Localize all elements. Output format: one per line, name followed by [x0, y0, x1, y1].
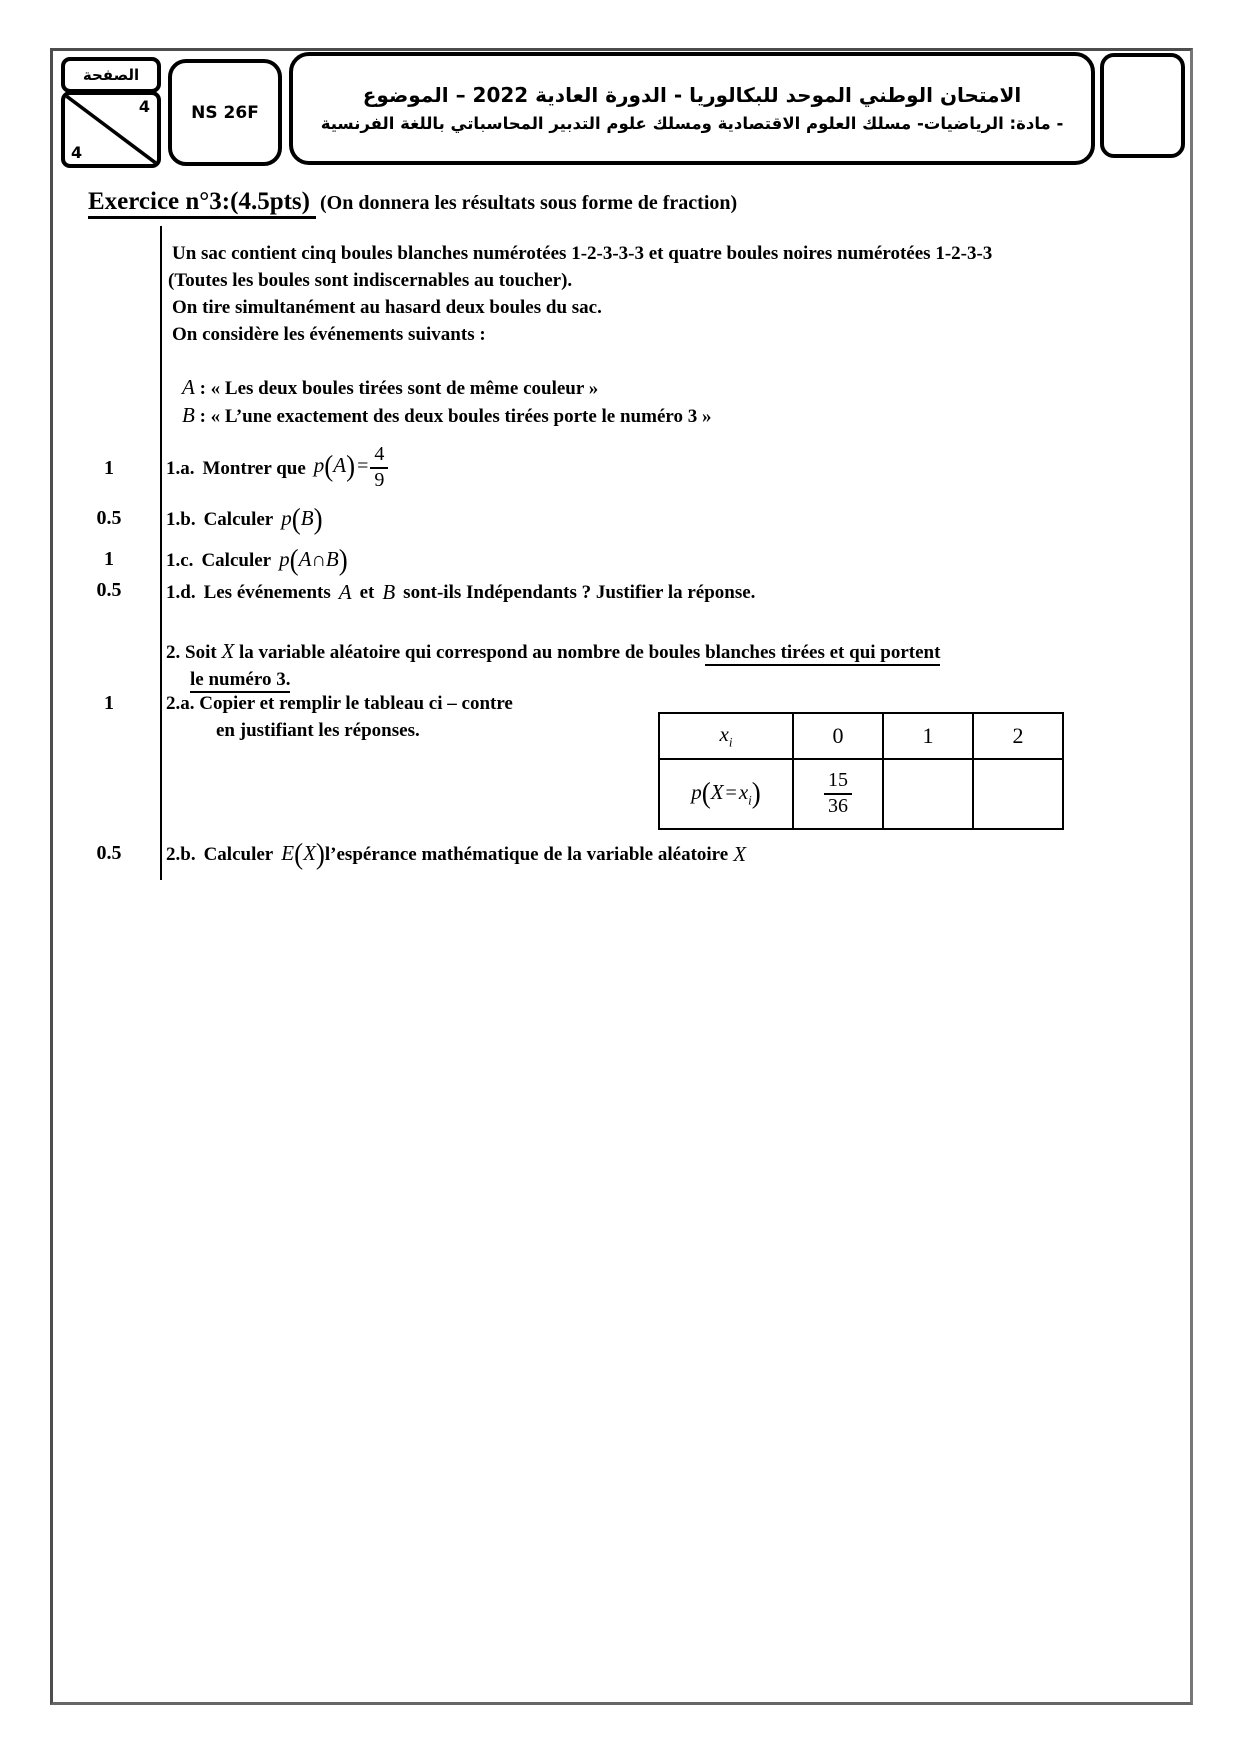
math-equals: = [725, 782, 737, 805]
mark-q1d: 0.5 [96, 579, 122, 601]
question-2-line2 [190, 666, 940, 693]
table-value-empty-2 [973, 759, 1063, 829]
page-total: 4 [71, 143, 83, 162]
question-1c-text: Calculer [201, 549, 272, 571]
exercise-title: Exercice n°3:(4.5pts) [88, 188, 316, 219]
table-cell-xi [659, 713, 793, 759]
exam-title-box [289, 52, 1095, 165]
mark-q1c: 1 [104, 548, 114, 570]
question-2a [166, 690, 513, 744]
table-cell-1: 1 [883, 713, 973, 759]
question-2b [166, 836, 746, 872]
intro-line-2: (Toutes les boules sont indiscernables au toucher). [168, 270, 573, 291]
page-label: الصفحة [61, 57, 161, 93]
table-cell-2: 2 [973, 713, 1063, 759]
mark-q2a: 1 [104, 692, 114, 714]
fraction-numerator: 4 [370, 444, 388, 469]
formula-e-of-x: E(X) [281, 837, 325, 871]
table-value-row [659, 759, 1063, 829]
fraction-denominator: 9 [374, 469, 385, 491]
mark-q1a: 1 [104, 457, 114, 479]
formula-p-of-b: p(B) [281, 502, 323, 536]
question-2b-text1: Calculer [203, 843, 274, 865]
table-cell-0: 0 [793, 713, 883, 759]
exam-title-line2: - مادة: الرياضيات- مسلك العلوم الاقتصادية ومسلك علوم التدبير المحاسباتي باللغة الفرنسية [320, 113, 1064, 133]
intro-line-3: On tire simultanément au hasard deux boules du sac. [172, 297, 602, 318]
marks-separator-line [160, 226, 162, 880]
question-1d-text1: Les événements [203, 581, 331, 603]
math-intersection: ∩ [311, 549, 326, 571]
question-1a-text: Montrer que [202, 457, 306, 479]
question-2-text1: 2. Soit [166, 642, 217, 663]
question-1d-text3: sont-ils Indépendants ? Justifier la réponse. [403, 581, 756, 603]
mark-q1b: 0.5 [96, 507, 122, 529]
question-2a-line2: en justifiant les réponses. [216, 720, 420, 741]
math-var-b: B [382, 579, 396, 604]
events-list [182, 374, 711, 430]
math-var-x: x [738, 780, 749, 805]
question-1b-label: 1.b. [166, 508, 196, 530]
question-2-underlined1: blanches tirées et qui portent [705, 642, 940, 666]
math-var-x: X [221, 639, 235, 663]
math-var-a: A [298, 547, 312, 571]
fraction-15-36 [824, 770, 852, 817]
page-count-cell [61, 91, 161, 168]
mark-q2b: 0.5 [96, 842, 122, 864]
event-b-name: B [182, 403, 195, 427]
question-1b-text: Calculer [203, 508, 274, 530]
intro-line-4: On considère les événements suivants : [172, 324, 486, 345]
event-b [182, 402, 711, 430]
math-sub-i: i [728, 734, 733, 750]
formula-p-of-a: p(A) = $\frac{4}{9}$ [314, 444, 389, 491]
formula-p-of-a-inter-b: p(A∩B) [279, 543, 348, 577]
event-b-text: : « L’une exactement des deux boules tirées porte le numéro 3 » [199, 406, 712, 427]
math-fn: p [281, 506, 292, 530]
math-var-x: x [719, 722, 729, 747]
fraction-denominator: 36 [828, 795, 848, 817]
math-fn: p [279, 547, 290, 571]
math-var-X: X [710, 780, 724, 805]
table-header-row [659, 713, 1063, 759]
question-1a-label: 1.a. [166, 457, 195, 479]
page-current: 4 [138, 97, 150, 116]
math-fn-p: p [691, 780, 702, 805]
question-2a-line1 [166, 690, 513, 717]
table-value-empty-1 [883, 759, 973, 829]
math-var: B [300, 506, 314, 530]
fraction-numerator: 15 [824, 770, 852, 795]
math-sub-i: i [748, 792, 752, 808]
question-2-underlined2: le numéro 3. [190, 669, 290, 693]
math-var-x: X [733, 841, 747, 866]
question-2a-text1: Copier et remplir le tableau ci – contre [199, 693, 513, 714]
question-2b-label: 2.b. [166, 843, 196, 865]
question-2-line1 [166, 638, 940, 666]
math-var-x: X [303, 841, 316, 865]
exercise-heading [88, 188, 737, 216]
question-1c [166, 544, 348, 576]
math-var-a: A [338, 579, 352, 604]
event-a-text: : « Les deux boules tirées sont de même couleur » [199, 378, 599, 399]
math-fn-e: E [281, 841, 295, 865]
math-var: A [333, 453, 347, 478]
event-a-name: A [182, 375, 195, 399]
math-fn: p [313, 453, 325, 478]
question-2a-label: 2.a. [166, 693, 195, 714]
probability-table [658, 712, 1064, 830]
exam-code-box: NS 26F [168, 59, 282, 166]
question-1b [166, 503, 323, 535]
question-1d-label: 1.d. [166, 581, 196, 603]
math-var-b: B [325, 547, 339, 571]
math-equals: = [357, 455, 369, 478]
intro-paragraph [168, 240, 993, 348]
fraction-4-9 [370, 444, 388, 491]
table-value-15-36 [793, 759, 883, 829]
question-1c-label: 1.c. [166, 549, 194, 571]
question-2-statement [166, 638, 940, 693]
intro-line-1: Un sac contient cinq boules blanches numérotées 1-2-3-3-3 et quatre boules noires numérotées 1-2-3-3 [172, 243, 993, 264]
question-2b-text2: l’espérance mathématique de la variable aléatoire [324, 843, 729, 865]
event-a [182, 374, 711, 402]
question-1d [166, 578, 755, 606]
page-number-box [61, 57, 161, 168]
question-2-text2: la variable aléatoire qui correspond au nombre de boules [239, 642, 701, 663]
empty-header-box [1100, 53, 1185, 158]
question-1a [166, 440, 388, 496]
exam-title-line1: الامتحان الوطني الموحد للبكالوريا - الدورة العادية 2022 – الموضوع [362, 82, 1022, 107]
exercise-note: (On donnera les résultats sous forme de fraction) [320, 192, 738, 214]
question-1d-text2: et [359, 581, 375, 603]
table-cell-p-x: $p(X =x_i)$ [659, 759, 793, 829]
